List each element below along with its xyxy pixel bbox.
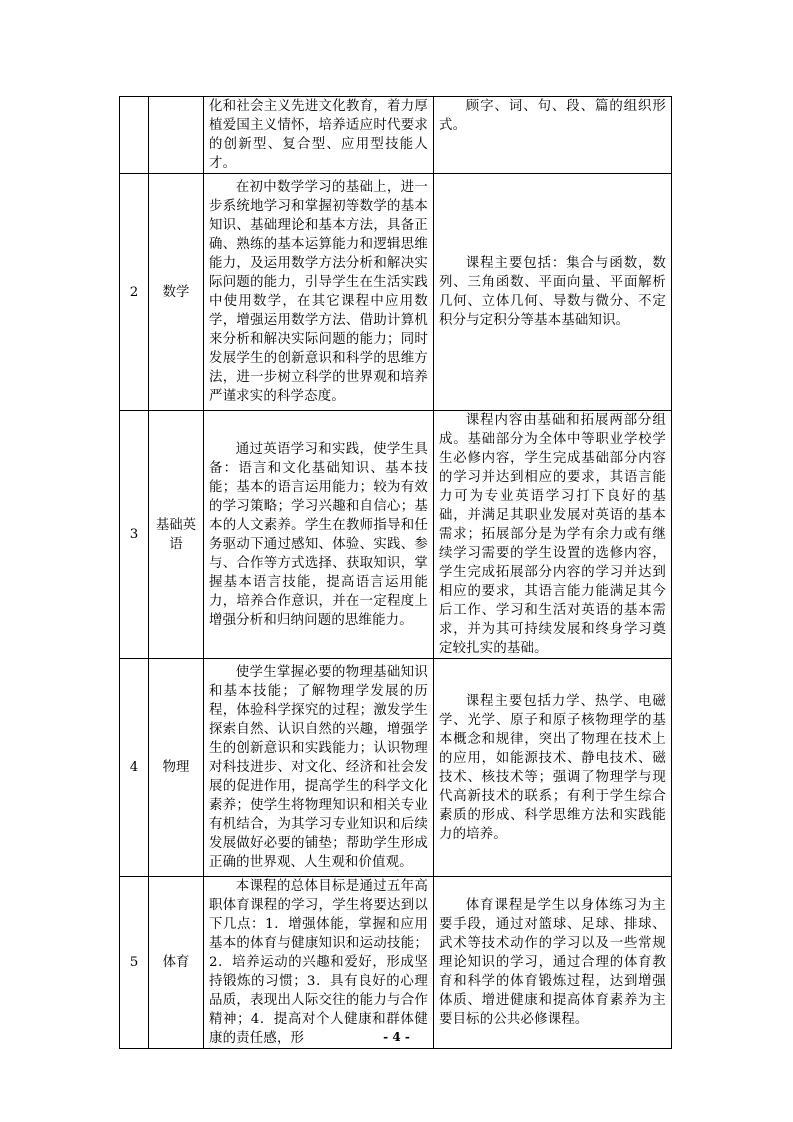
course-name: 基础英语 — [149, 411, 204, 659]
course-content: 课程主要包括力学、热学、电磁学、光学、原子和原子核物理学的基本概念和规律，突出了物理在技术上的应用，如能源技术、静电技术、磁技术、核技术等；强调了物理学与现代高新技术的联系；有利于学生综合素质的形成、科学思维方法和实践能力的培养。 — [434, 659, 672, 877]
course-goal: 化和社会主义先进文化教育，着力厚植爱国主义情怀，培养适应时代要求的创新型、复合型、应用型技能人才。 — [204, 97, 434, 174]
course-name: 物理 — [149, 659, 204, 877]
course-content: 课程内容由基础和拓展两部分组成。基础部分为全体中等职业学校学生必修内容，学生完成基础部分内容的学习并达到相应的要求，其语言能力可为专业英语学习打下良好的基础，并满足其职业发展对英语的基本需求；拓展部分是为学有余力或有继续学习需要的学生设置的选修内容，学生完成拓展部分内容的学习并达到相应的要求，其语言能力能满足其今后工作、学习和生活对英语的基本需求，并为其可持续发展和终身学习奠定较扎实的基础。 — [434, 411, 672, 659]
table-row — [120, 174, 672, 411]
table-row — [120, 411, 672, 659]
course-name: 体育 — [149, 877, 204, 1049]
table-row — [120, 877, 672, 1049]
page-number: - 4 - — [383, 1030, 410, 1044]
course-name: 数学 — [149, 174, 204, 411]
course-table — [119, 96, 672, 1049]
course-index: 5 — [120, 877, 149, 1049]
course-goal: 在初中数学学习的基础上，进一步系统地学习和掌握初等数学的基本知识、基础理论和基本方法，具备正确、熟练的基本运算能力和逻辑思维能力，及运用数学方法分析和解决实际问题的能力，引导学生在生活实践中使用数学，在其它课程中应用数学，增强运用数学方法、借助计算机来分析和解决实际问题的能力；同时发展学生的创新意识和科学的思维方法，进一步树立科学的世界观和培养严谨求实的科学态度。 — [204, 174, 434, 411]
course-goal: 通过英语学习和实践，使学生具备：语言和文化基础知识、基本技能；基本的语言运用能力；较为有效的学习策略；学习兴趣和自信心；基本的人文素养。学生在教师指导和任务驱动下通过感知、体验、实践、参与、合作等方式选择、获取知识，掌握基本语言技能，提高语言运用能力，培养合作意识，并在一定程度上增强分析和归纳问题的思维能力。 — [204, 411, 434, 659]
course-index: 3 — [120, 411, 149, 659]
course-index: 2 — [120, 174, 149, 411]
course-goal: 本课程的总体目标是通过五年高职体育课程的学习，学生将要达到以下几点：1．增强体能，掌握和应用基本的体育与健康知识和运动技能；2．培养运动的兴趣和爱好，形成坚持锻炼的习惯；3．具有良好的心理品质，表现出人际交往的能力与合作精神；4．提高对个人健康和群体健康的责任感，形 — [204, 877, 434, 1049]
course-content: 体育课程是学生以身体练习为主要手段，通过对篮球、足球、排球、武术等技术动作的学习以及一些常规理论知识的学习，通过合理的体育教育和科学的体育锻炼过程，达到增强体质、增进健康和提高体育素养为主要目标的公共必修课程。 — [434, 877, 672, 1049]
course-content: 课程主要包括：集合与函数，数列、三角函数、平面向量、平面解析几何、立体几何、导数与微分、不定积分与定积分等基本基础知识。 — [434, 174, 672, 411]
table-row — [120, 659, 672, 877]
course-content: 顾字、词、句、段、篇的组织形式。 — [434, 97, 672, 174]
table-row — [120, 97, 672, 174]
course-index — [120, 97, 149, 174]
course-index: 4 — [120, 659, 149, 877]
course-name — [149, 97, 204, 174]
course-goal: 使学生掌握必要的物理基础知识和基本技能；了解物理学发展的历程，体验科学探究的过程；激发学生探索自然、认识自然的兴趣，增强学生的创新意识和实践能力；认识物理对科技进步、对文化、经济和社会发展的促进作用，提高学生的科学文化素养；使学生将物理知识和相关专业有机结合，为其学习专业知识和后续发展做好必要的铺垫；帮助学生形成正确的世界观、人生观和价值观。 — [204, 659, 434, 877]
